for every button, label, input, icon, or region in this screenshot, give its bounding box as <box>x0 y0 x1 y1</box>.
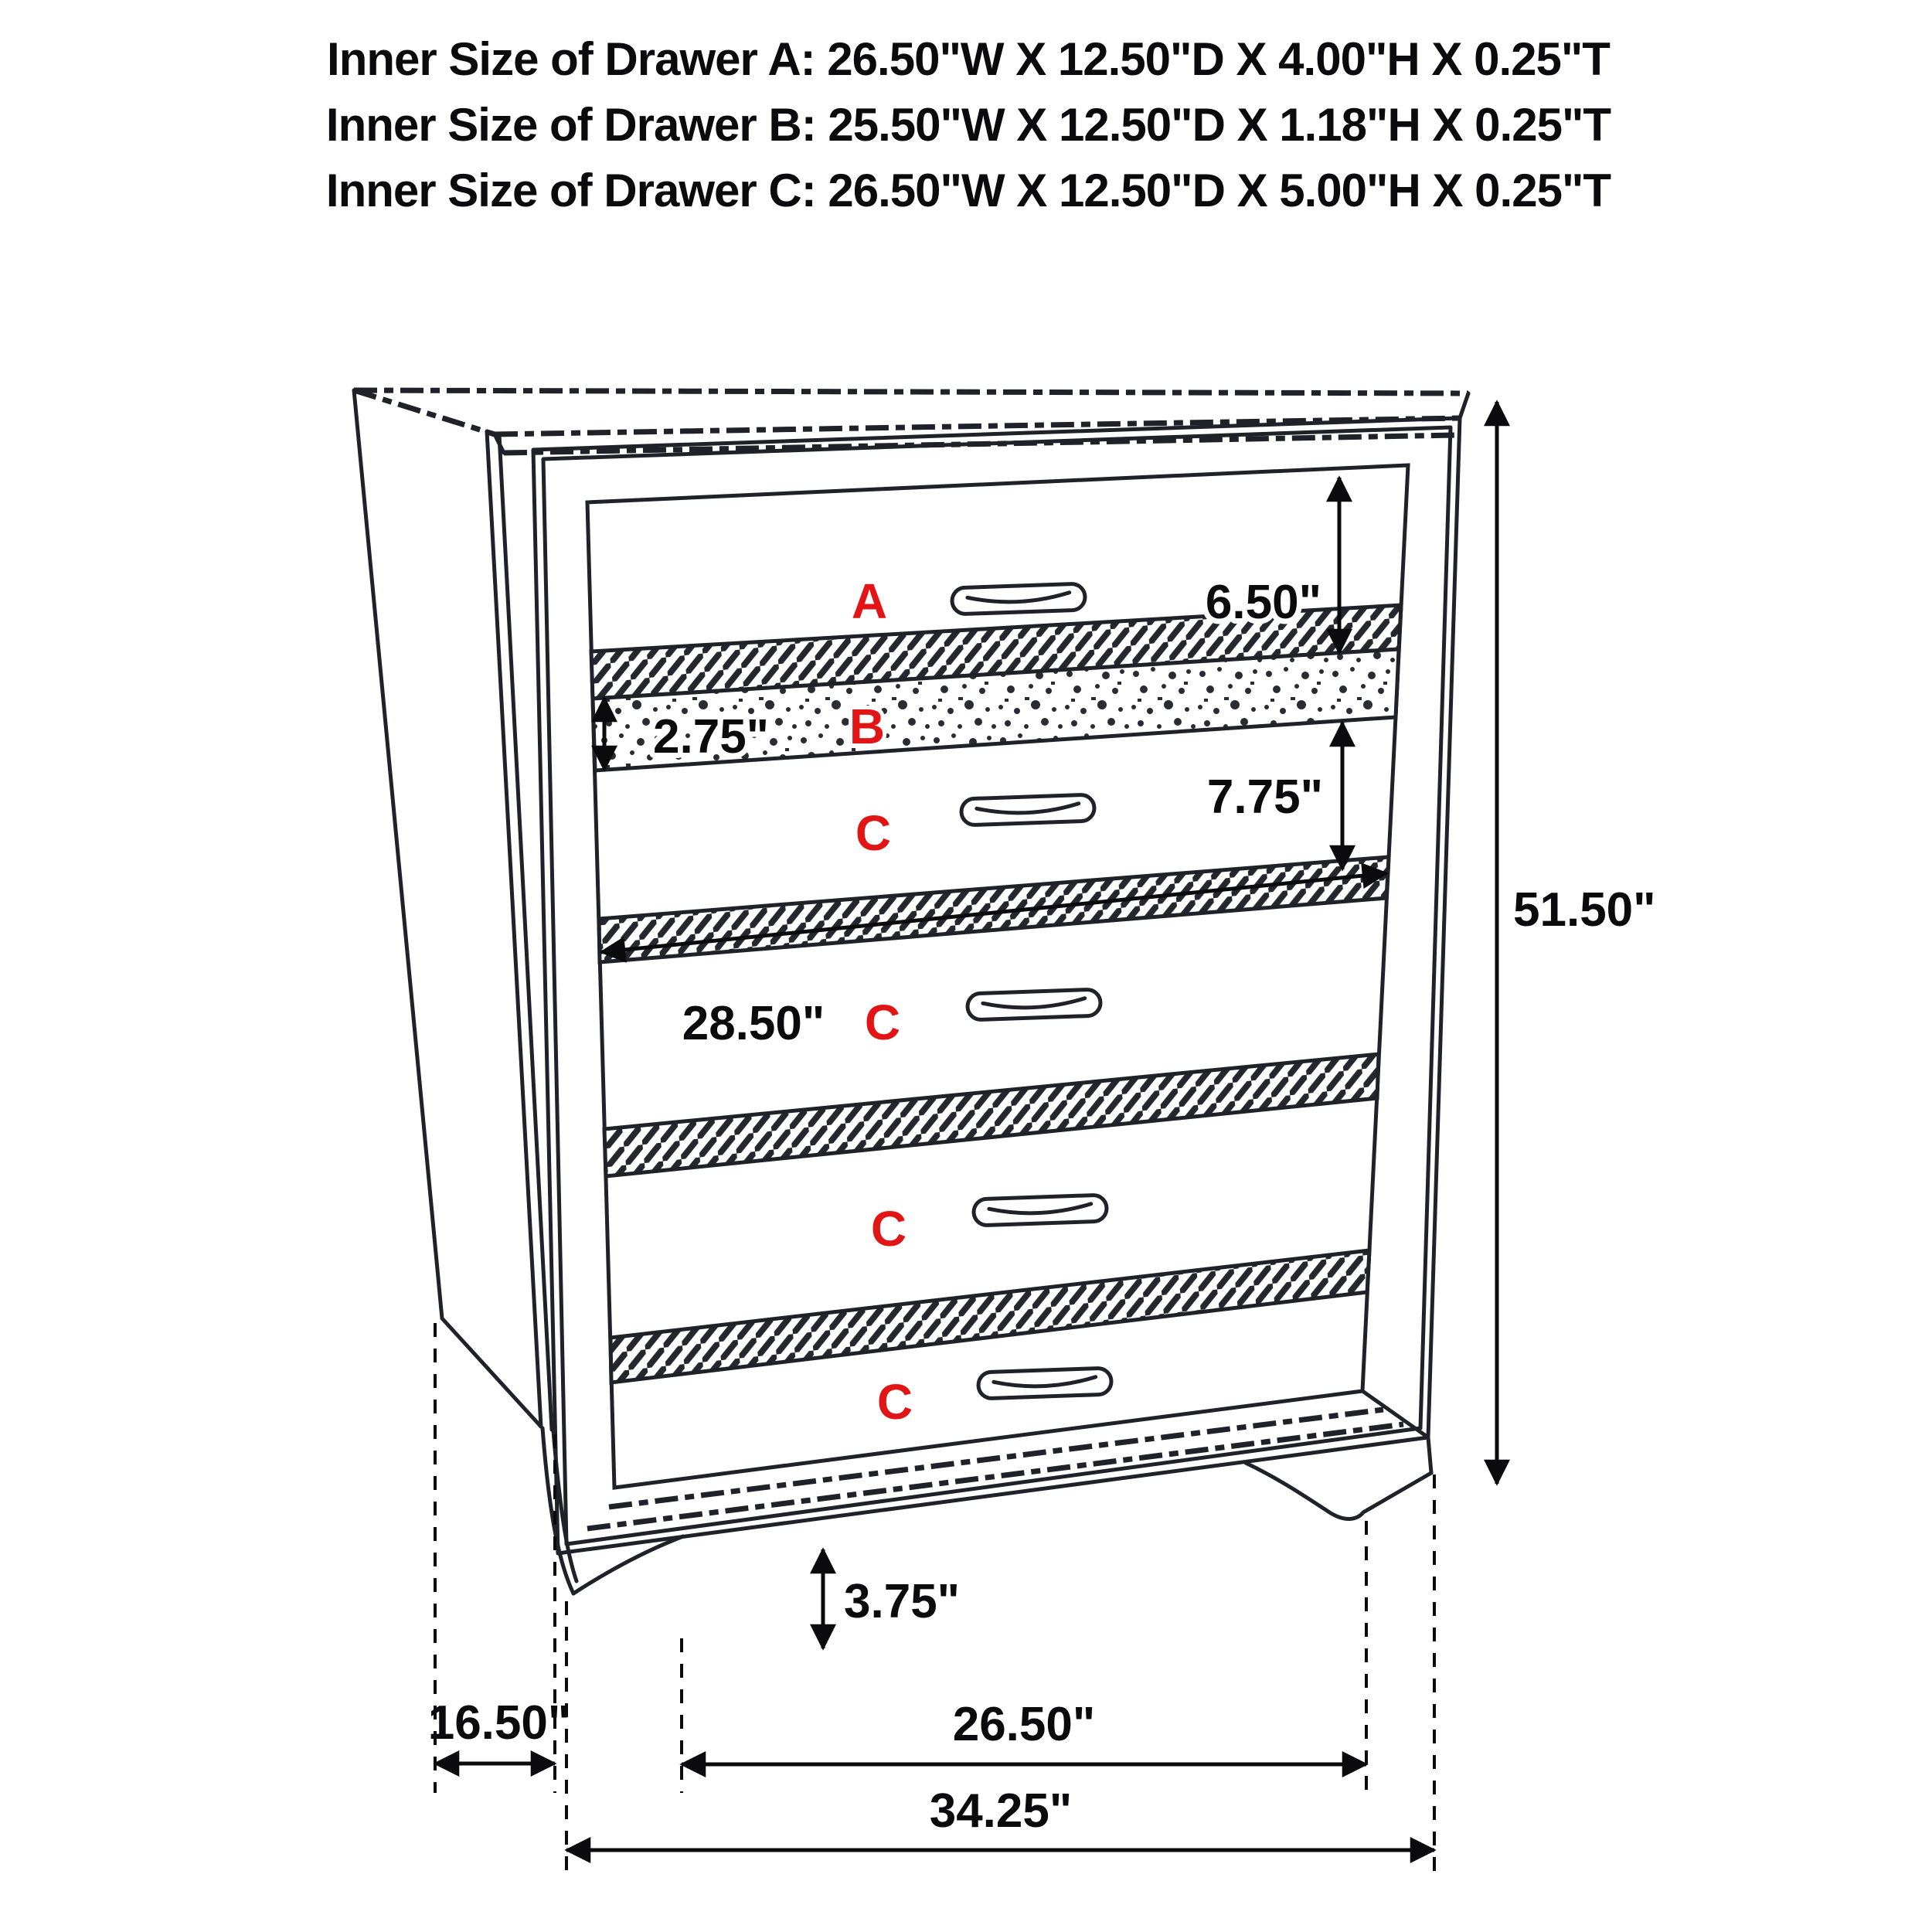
dim-drawer-c-height-label: 7.75" <box>1206 770 1323 824</box>
title-line-drawer-b: Inner Size of Drawer B: 25.50"W X 12.50"D X 1.18"H X 0.25"T <box>325 99 1611 151</box>
drawer-a-handle <box>951 583 1085 614</box>
dim-foot-height-label: 3.75" <box>844 1575 961 1628</box>
dim-overall-height <box>1497 402 1656 1484</box>
title-line-drawer-c: Inner Size of Drawer C: 26.50"W X 12.50"D X 5.00"H X 0.25"T <box>325 165 1611 216</box>
dim-overall-width <box>566 1784 1434 1850</box>
dim-feet-span-width <box>682 1698 1366 1764</box>
base-right-drop <box>1428 1437 1431 1473</box>
dim-drawer-front-width-label: 28.50" <box>682 997 825 1050</box>
title-block <box>326 33 1611 216</box>
dim-base-side-depth-label: 16.50" <box>427 1696 571 1750</box>
drawer-c3-handle <box>973 1195 1107 1226</box>
dim-foot-height <box>823 1549 960 1648</box>
chest-top <box>354 390 1468 453</box>
dim-drawer-b-height-label: 2.75" <box>653 710 770 764</box>
left-side-panel <box>354 390 552 1430</box>
dim-feet-span-width-label: 26.50" <box>952 1698 1096 1751</box>
chest-drawing <box>354 390 1468 1594</box>
side-bottom-edge <box>442 1318 541 1427</box>
drawer-letter-c1: C <box>855 805 892 861</box>
drawer-c4-handle <box>978 1368 1111 1399</box>
top-right-edge <box>1460 393 1468 418</box>
drawer-letter-a: A <box>851 573 888 629</box>
drawer-letter-c4: C <box>876 1374 913 1430</box>
side-outer-edge <box>354 390 442 1318</box>
title-line-drawer-a: Inner Size of Drawer A: 26.50"W X 12.50"D X 4.00"H X 0.25"T <box>327 33 1610 85</box>
top-back-edge <box>354 390 1468 393</box>
drawer-c2-handle <box>967 989 1100 1020</box>
drawer-letter-c2: C <box>864 995 901 1050</box>
dim-drawer-a-height-label: 6.50" <box>1205 576 1321 629</box>
top-left-bevel <box>354 390 495 434</box>
drawer-letter-b: B <box>849 699 886 754</box>
dim-overall-height-label: 51.50" <box>1513 883 1656 937</box>
drawer-c1-handle <box>961 794 1094 825</box>
side-front-edge-outer <box>487 431 541 1427</box>
dim-base-side-depth <box>428 1696 571 1764</box>
dim-overall-width-label: 34.25" <box>929 1784 1073 1838</box>
right-foot-curve <box>1246 1463 1431 1519</box>
drawer-letter-c3: C <box>870 1201 907 1257</box>
